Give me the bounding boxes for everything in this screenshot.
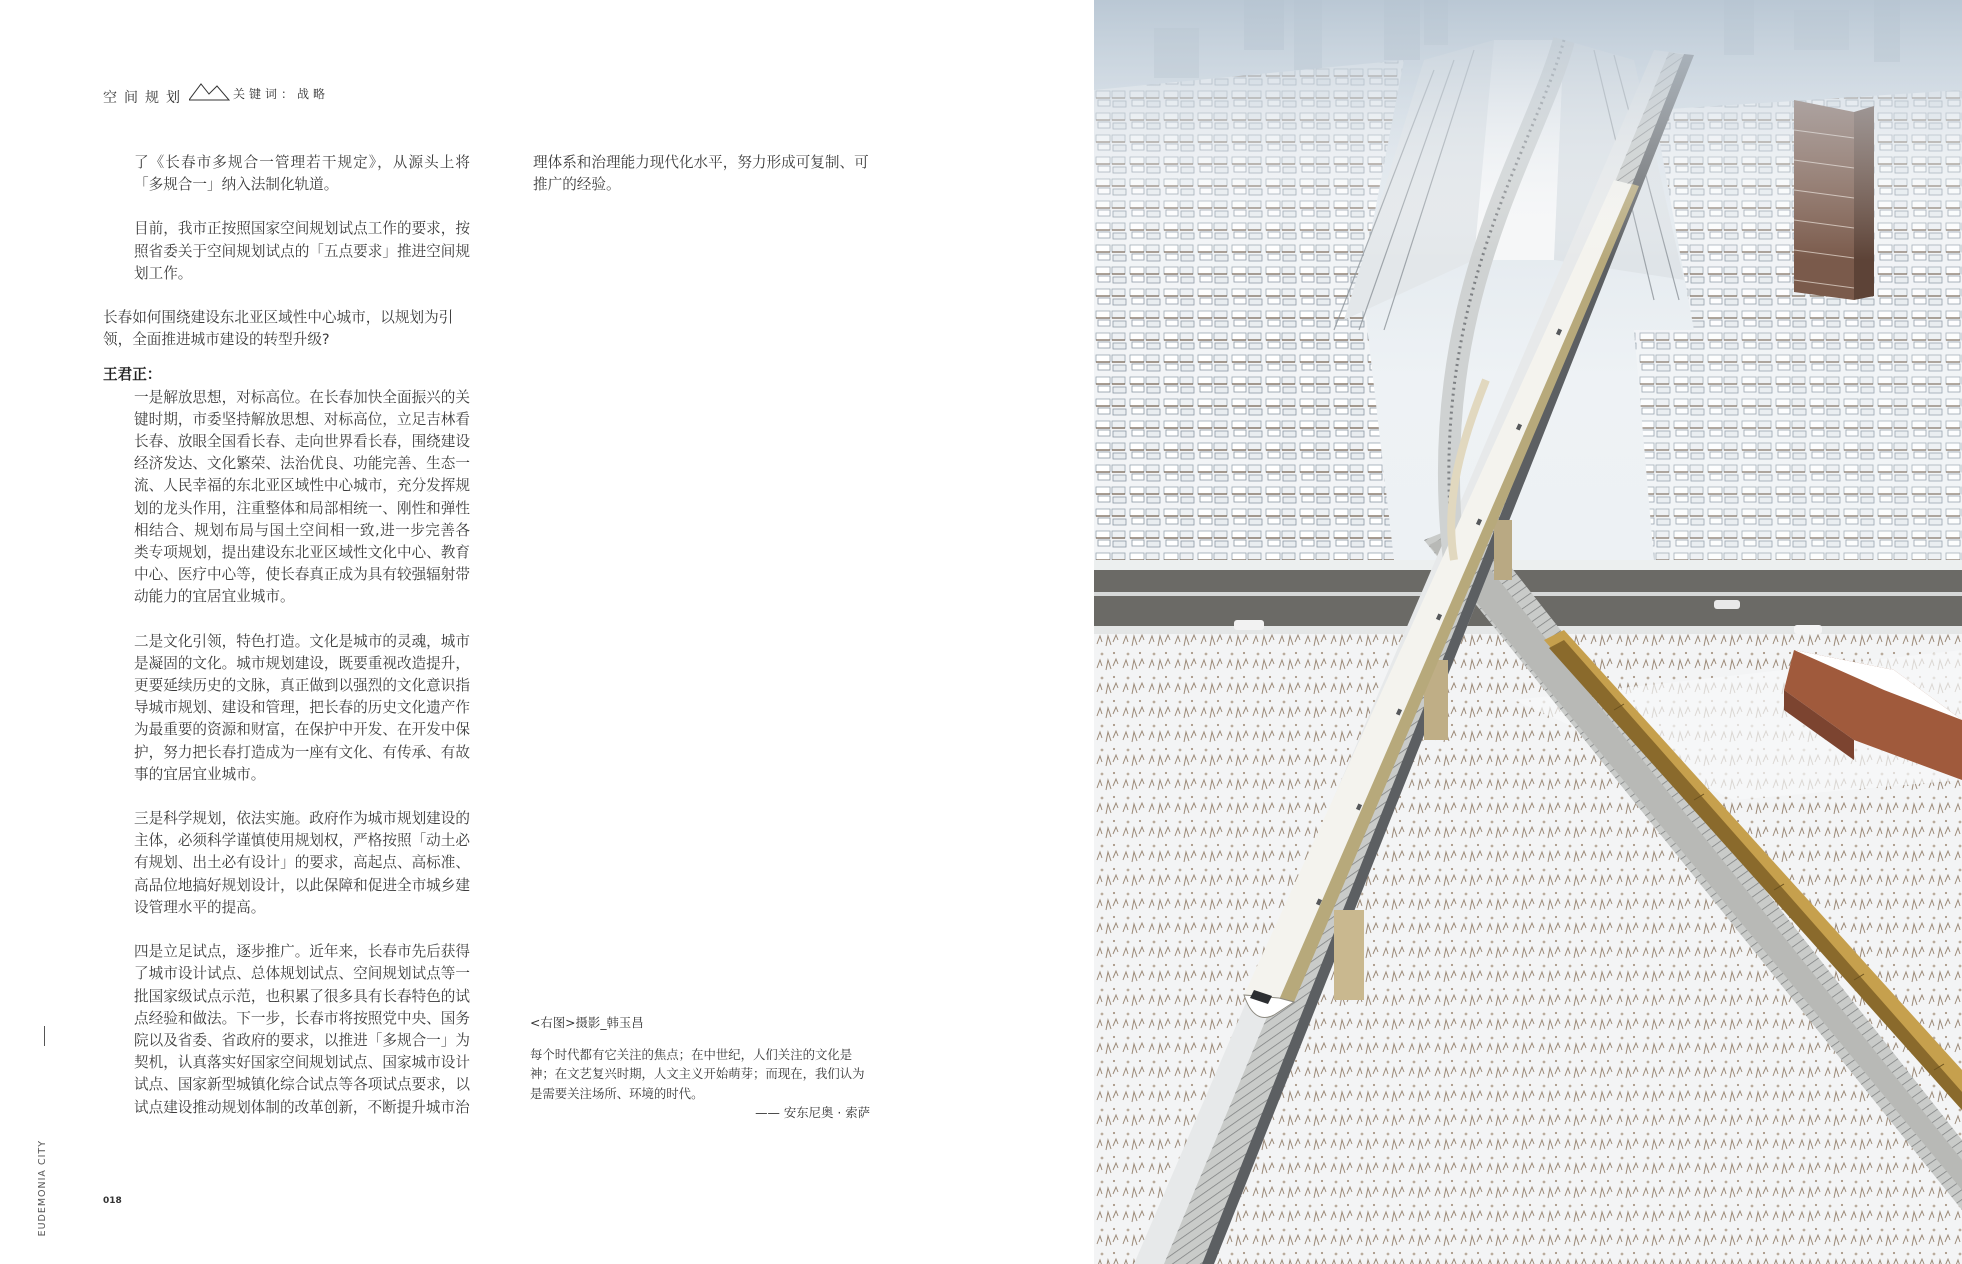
quote-attribution: —— 安东尼奥 · 索萨: [755, 1105, 870, 1120]
photo-credit: <右图>摄影_韩玉昌: [530, 1015, 644, 1030]
paragraph: 三是科学规划，依法实施。政府作为城市规划建设的主体，必须科学谨慎使用规划权，严格按照「动土必有规划、出土必有设计」的要求，高起点、高标准、高品位地搞好规划设计，以此保障和促进全市城乡建设管理水平的提高。: [134, 810, 470, 916]
photo-caption: [530, 1013, 870, 1123]
speaker-name: 王君正：: [103, 366, 162, 384]
aerial-photo: [1094, 0, 1962, 1264]
photo-illustration: [1094, 0, 1962, 1264]
text-column-left: [103, 152, 470, 1119]
mountain-icon: [189, 80, 231, 102]
keyword-label: 关键词：战略: [233, 87, 330, 101]
paragraph: 目前，我市正按照国家空间规划试点工作的要求，按照省委关于空间规划试点的「五点要求」推进空间规划工作。: [134, 220, 470, 282]
page-number: 018: [103, 1196, 122, 1206]
paragraph: 四是立足试点，逐步推广。近年来，长春市先后获得了城市设计试点、总体规划试点、空间规划试点等一批国家级试点示范，也积累了很多具有长春特色的试点经验和做法。下一步，长春市将按照党中央、国务院以及省委、省政府的要求，以推进「多规合一」为契机，认真落实好国家空间规划试点、国家城市设计试点、国家新型城镇化综合试点等各项试点要求，以试点建设推动规划体制的改革创新，不断提升城市治: [134, 943, 470, 1116]
paragraph: 理体系和治理能力现代化水平，努力形成可复制、可推广的经验。: [533, 154, 869, 194]
paragraph: 一是解放思想，对标高位。在长春加快全面振兴的关键时期，市委坚持解放思想、对标高位，立足吉林看长春、放眼全国看长春、走向世界看长春，围绕建设经济发达、文化繁荣、法治优良、功能完善、生态一流、人民幸福的东北亚区域性中心城市，充分发挥规划的龙头作用，注重整体和局部相统一、刚性和弹性相结合、规划布局与国土空间相一致,进一步完善各类专项规划，提出建设东北亚区域性文化中心、教育中心、医疗中心等，使长春真正成为具有较强辐射带动能力的宜居宜业城市。: [134, 388, 470, 606]
interview-question: 长春如何围绕建设东北亚区域性中心城市，以规划为引领，全面推进城市建设的转型升级?: [103, 309, 454, 349]
sidebar-vertical-text: EUDEMONIA CITY: [37, 1140, 48, 1237]
paragraph: 二是文化引领，特色打造。文化是城市的灵魂，城市是凝固的文化。城市规划建设，既要重视改造提升，更要延续历史的文脉，真正做到以强烈的文化意识指导城市规划、建设和管理，把长春的历史文化遗产作为最重要的资源和财富，在保护中开发、在开发中保护，努力把长春打造成为一座有文化、有传承、有故事的宜居宜业城市。: [134, 632, 470, 783]
text-column-right: [533, 152, 873, 196]
caption-quote: 每个时代都有它关注的焦点；在中世纪，人们关注的文化是神；在文艺复兴时期，人文主义开始萌芽；而现在，我们认为是需要关注场所、环境的时代。: [530, 1046, 865, 1101]
section-title: 空间规划: [103, 90, 187, 106]
paragraph: 了《长春市多规合一管理若干规定》，从源头上将「多规合一」纳入法制化轨道。: [134, 154, 470, 194]
sidebar-rule: [44, 1026, 45, 1046]
